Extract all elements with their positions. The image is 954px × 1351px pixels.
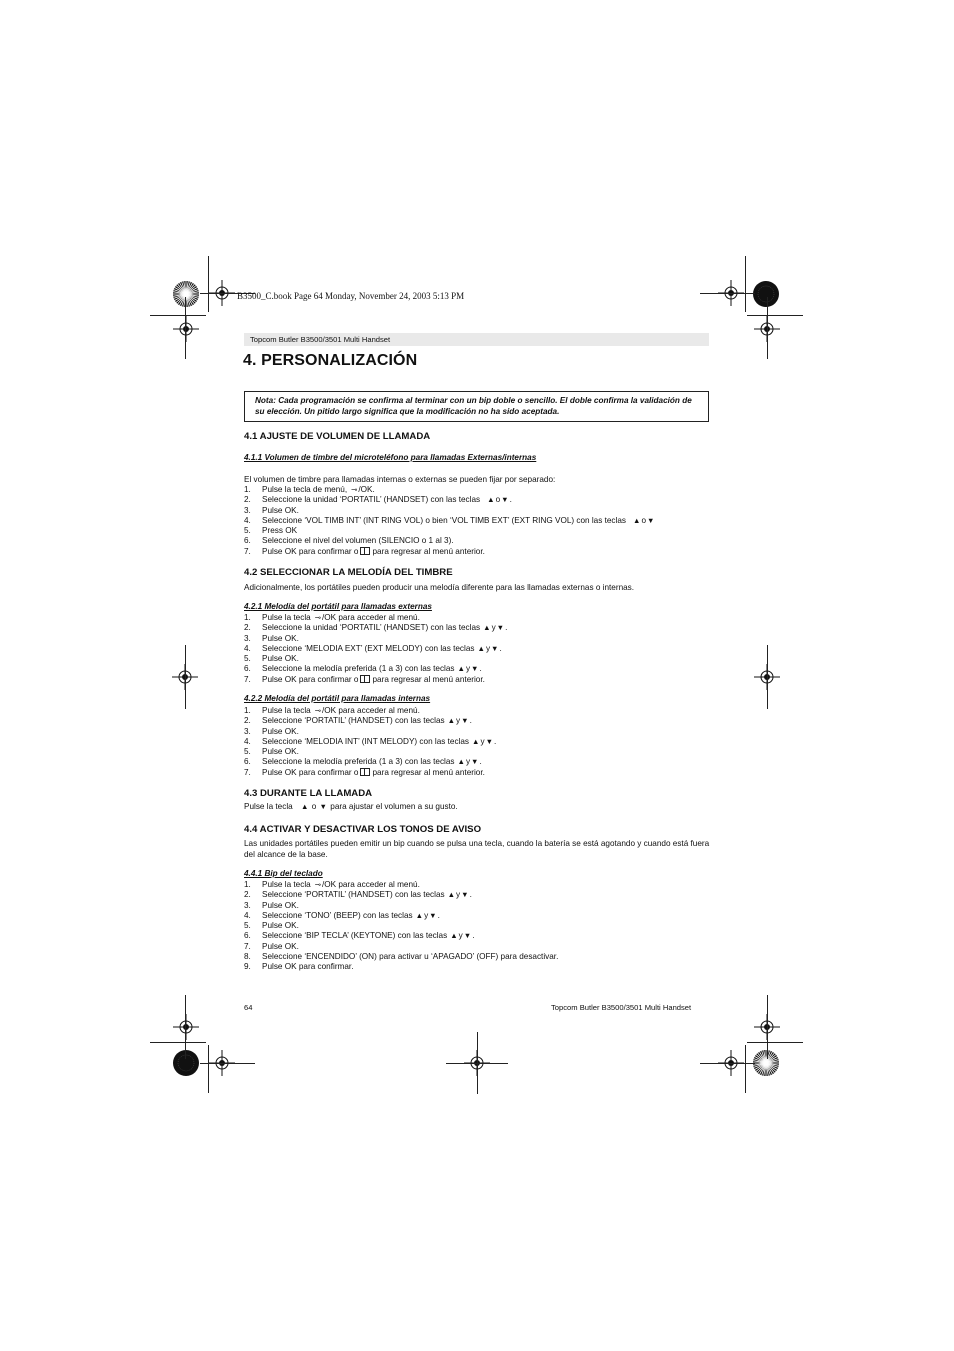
down-arrow-icon: ▼: [647, 515, 655, 525]
down-arrow-icon: ▼: [471, 757, 479, 767]
color-target-icon: [752, 280, 780, 308]
step-text: Pulse la tecla: [262, 613, 311, 622]
list-item: [244, 485, 655, 495]
step-text: Pulse OK.: [262, 941, 299, 951]
step-number: 8.: [244, 952, 251, 962]
step-number: 2.: [244, 716, 251, 726]
crop-line: [185, 995, 186, 1059]
color-target-icon: [172, 1049, 200, 1077]
step-text-end: /OK para acceder al menú.: [322, 706, 420, 715]
step-connector: y: [480, 736, 485, 746]
page-title: 4. PERSONALIZACIÓN: [243, 352, 418, 369]
step-text: Press OK: [262, 526, 298, 536]
running-header-text: Topcom Butler B3500/3501 Multi Handset: [250, 335, 391, 344]
down-arrow-icon: ▼: [461, 890, 469, 900]
section-4-4-1-steps: [244, 880, 558, 973]
crop-line: [767, 297, 768, 359]
step-text: Pulse OK para confirmar.: [262, 962, 354, 972]
list-item: [244, 952, 558, 962]
section-4-2-1-heading: 4.2.1 Melodía del portátil para llamadas externas: [244, 602, 432, 611]
step-text: Pulse OK.: [262, 900, 299, 910]
list-item: [244, 942, 558, 952]
step-number: 1.: [244, 485, 251, 494]
crop-line: [745, 1045, 746, 1093]
crop-line: [747, 1042, 803, 1043]
color-target-icon: [752, 1049, 780, 1077]
step-text-end: .: [509, 495, 512, 505]
up-arrow-icon: ▲: [457, 757, 465, 767]
down-arrow-icon: ▼: [491, 643, 499, 653]
step-text: Seleccione ‘TONO’ (BEEP) con las teclas: [262, 910, 413, 920]
section-4-2-2-steps: [244, 706, 496, 778]
step-text: Seleccione ‘VOL TIMB INT’ (INT RING VOL) o bien ‘VOL TIMB EXT’ (EXT RING VOL) con las teclas: [262, 515, 626, 525]
step-connector: y: [456, 716, 461, 726]
crop-line: [185, 297, 186, 359]
section-4-3-post: para ajustar el volumen a su gusto.: [330, 802, 458, 811]
crop-line: [747, 315, 803, 316]
list-item: [244, 634, 507, 644]
section-4-1-steps: [244, 485, 655, 557]
step-number: 7.: [244, 767, 251, 777]
note-text: Nota: Cada programación se confirma al terminar con un bip doble o sencillo. El doble confirma la validación de su elección. Un pitido largo significa que la modificación no ha sido aceptada.: [255, 396, 692, 416]
list-item: [244, 526, 655, 536]
crop-line: [767, 995, 768, 1059]
down-arrow-icon: ▼: [461, 716, 469, 726]
list-item: [244, 495, 655, 505]
step-number: 5.: [244, 526, 251, 536]
list-item: [244, 613, 507, 623]
step-connector: y: [458, 931, 463, 941]
step-text-end: .: [479, 664, 482, 674]
step-text: Pulse OK.: [262, 747, 299, 757]
running-header: [244, 333, 709, 346]
step-text-end: /OK para acceder al menú.: [322, 880, 420, 889]
section-4-4-intro: Las unidades portátiles pueden emitir un bip cuando se pulsa una tecla, cuando la batería se está agotando y cuando está fuera del alcance de la base.: [244, 839, 710, 859]
step-text: Seleccione ‘BIP TECLA’ (KEYTONE) con las teclas: [262, 931, 448, 941]
step-number: 2.: [244, 495, 251, 505]
crop-line: [767, 645, 768, 709]
crop-line: [700, 1063, 755, 1064]
step-number: 7.: [244, 941, 251, 951]
section-4-3-text: [244, 802, 714, 813]
list-item: [244, 921, 558, 931]
list-item: [244, 664, 507, 674]
section-4-2-2-heading: 4.2.2 Melodía del portátil para llamadas internas: [244, 694, 431, 703]
list-item: [244, 880, 558, 890]
down-arrow-icon: ▼: [496, 623, 505, 633]
book-info-line: B3500_C.book Page 64 Monday, November 24, 2003 5:13 PM: [237, 291, 465, 301]
step-number: 3.: [244, 505, 251, 515]
crop-line: [150, 315, 206, 316]
up-arrow-icon: ▲: [457, 664, 465, 674]
crop-line: [208, 256, 209, 312]
step-connector: y: [465, 664, 471, 674]
step-number: 5.: [244, 654, 251, 664]
step-text: Seleccione ‘PORTATIL’ (HANDSET) con las teclas: [262, 716, 445, 726]
step-text: Pulse OK.: [262, 505, 299, 515]
step-number: 6.: [244, 536, 251, 546]
list-item: [244, 644, 507, 654]
step-text-end: .: [472, 931, 475, 941]
list-item: [244, 536, 655, 546]
up-arrow-icon: ▲: [300, 802, 309, 811]
up-arrow-icon: ▲: [472, 736, 480, 746]
footer-text: Topcom Butler B3500/3501 Multi Handset: [551, 1003, 692, 1012]
down-arrow-icon: ▼: [501, 495, 509, 505]
step-number: 3.: [244, 633, 251, 643]
step-text: Seleccione ‘ENCENDIDO’ (ON) para activar u ‘APAGADO’ (OFF) para desactivar.: [262, 952, 559, 962]
list-item: [244, 962, 558, 972]
step-text-end: .: [479, 757, 482, 767]
up-arrow-icon: ▲: [633, 515, 641, 525]
step-number: 1.: [244, 880, 251, 889]
step-connector: o: [641, 515, 646, 525]
list-item: [244, 768, 496, 778]
step-text: Pulse la tecla de menú,: [262, 485, 348, 494]
step-number: 4.: [244, 643, 251, 653]
list-item: [244, 716, 496, 726]
crop-line: [185, 645, 186, 709]
phonebook-icon: [360, 675, 370, 683]
down-arrow-icon: ▼: [319, 802, 327, 811]
page-number: 64: [244, 1003, 253, 1012]
crop-line: [745, 256, 746, 312]
step-number: 6.: [244, 931, 251, 941]
crop-line: [477, 1032, 478, 1094]
down-arrow-icon: ▼: [471, 664, 479, 674]
step-text: Seleccione el nivel del volumen (SILENCIO o 1 al 3).: [262, 536, 454, 546]
step-connector: y: [491, 623, 496, 633]
step-text: Pulse la tecla: [262, 880, 311, 889]
step-number: 5.: [244, 747, 251, 757]
step-number: 7.: [244, 674, 251, 684]
list-item: [244, 675, 507, 685]
step-text: Seleccione la unidad ‘PORTATIL’ (HANDSET) con las teclas: [262, 623, 481, 633]
phonebook-icon: [360, 547, 370, 555]
step-text: Pulse OK para confirmar o: [262, 767, 359, 777]
step-text: Pulse la tecla: [262, 706, 311, 715]
section-4-3-pre: Pulse la tecla: [244, 802, 293, 811]
step-number: 9.: [244, 962, 251, 972]
list-item: [244, 890, 558, 900]
step-number: 3.: [244, 900, 251, 910]
step-number: 5.: [244, 921, 251, 931]
up-arrow-icon: ▲: [450, 931, 458, 941]
step-text-end: .: [505, 623, 508, 633]
section-4-2-intro: Adicionalmente, los portátiles pueden producir una melodía diferente para las llamadas externas o internas.: [244, 583, 635, 592]
color-target-icon: [172, 280, 200, 308]
step-number: 4.: [244, 910, 251, 920]
down-arrow-icon: ▼: [485, 736, 493, 746]
step-text-end: para regresar al menú anterior.: [372, 546, 485, 556]
step-connector: y: [465, 757, 471, 767]
list-item: [244, 654, 507, 664]
step-number: 1.: [244, 706, 251, 715]
step-text: Seleccione ‘MELODIA EXT’ (EXT MELODY) con las teclas: [262, 643, 475, 653]
menu-key-icon: ⊸: [351, 485, 358, 494]
step-number: 1.: [244, 613, 251, 622]
step-number: 6.: [244, 664, 251, 674]
section-4-1-heading: 4.1 AJUSTE DE VOLUMEN DE LLAMADA: [244, 431, 431, 442]
step-text: Seleccione ‘PORTATIL’ (HANDSET) con las teclas: [262, 890, 445, 900]
step-connector: o: [495, 495, 501, 505]
menu-key-icon: ⊸: [314, 613, 321, 622]
menu-key-icon: ⊸: [314, 880, 321, 889]
step-text: Seleccione ‘MELODIA INT’ (INT MELODY) con las teclas: [262, 736, 470, 746]
list-item: [244, 506, 655, 516]
step-text-end: para regresar al menú anterior.: [372, 767, 485, 777]
step-number: 3.: [244, 726, 251, 736]
up-arrow-icon: ▲: [447, 890, 456, 900]
section-4-1-1-heading: 4.1.1 Volumen de timbre del microteléfono para llamadas Externas/internas: [244, 453, 537, 462]
section-4-2-1-steps: [244, 613, 507, 685]
section-4-4-heading: 4.4 ACTIVAR Y DESACTIVAR LOS TONOS DE AVISO: [244, 824, 482, 835]
registration-mark-icon: [171, 314, 201, 344]
registration-mark-icon: [171, 1012, 201, 1042]
up-arrow-icon: ▲: [447, 716, 456, 726]
up-arrow-icon: ▲: [483, 623, 491, 633]
step-text-end: para regresar al menú anterior.: [372, 674, 485, 684]
step-number: 4.: [244, 515, 251, 525]
crop-line: [208, 1045, 209, 1093]
step-text-end: /OK.: [358, 485, 375, 494]
list-item: [244, 727, 496, 737]
step-text-end: .: [499, 643, 502, 653]
up-arrow-icon: ▲: [487, 495, 495, 505]
up-arrow-icon: ▲: [477, 643, 485, 653]
section-4-4-1-heading: 4.4.1 Bip del teclado: [244, 869, 323, 878]
step-connector: y: [456, 890, 461, 900]
list-item: [244, 516, 655, 526]
step-text: Pulse OK.: [262, 654, 299, 664]
list-item: [244, 706, 496, 716]
step-number: 6.: [244, 757, 251, 767]
step-text: Pulse OK para confirmar o: [262, 546, 359, 556]
list-item: [244, 747, 496, 757]
menu-key-icon: ⊸: [314, 706, 321, 715]
crop-line: [150, 1042, 206, 1043]
step-text: Pulse OK.: [262, 633, 299, 643]
step-text-end: .: [494, 736, 497, 746]
step-text: Pulse OK.: [262, 921, 299, 931]
crop-line: [700, 293, 755, 294]
step-number: 2.: [244, 890, 251, 900]
list-item: [244, 911, 558, 921]
crop-line: [200, 1063, 255, 1064]
list-item: [244, 931, 558, 941]
section-4-3-mid: o: [311, 802, 317, 811]
step-connector: y: [485, 643, 491, 653]
step-text: Pulse OK para confirmar o: [262, 674, 359, 684]
down-arrow-icon: ▼: [463, 931, 472, 941]
list-item: [244, 757, 496, 767]
list-item: [244, 623, 507, 633]
step-text-end: /OK para acceder al menú.: [322, 613, 420, 622]
note-box: [244, 391, 709, 422]
step-text-end: .: [469, 716, 472, 726]
step-text: Seleccione la unidad ‘PORTATIL’ (HANDSET) con las teclas: [262, 495, 481, 505]
list-item: [244, 901, 558, 911]
list-item: [244, 547, 655, 557]
step-text: Pulse OK.: [262, 726, 299, 736]
down-arrow-icon: ▼: [429, 910, 437, 920]
step-number: 2.: [244, 623, 251, 633]
step-text-end: .: [469, 890, 472, 900]
list-item: [244, 737, 496, 747]
step-text: Seleccione la melodía preferida (1 a 3) con las teclas: [262, 664, 455, 674]
section-4-3-heading: 4.3 DURANTE LA LLAMADA: [244, 788, 373, 799]
up-arrow-icon: ▲: [415, 910, 424, 920]
step-text: Seleccione la melodía preferida (1 a 3) con las teclas: [262, 757, 455, 767]
phonebook-icon: [360, 768, 370, 776]
section-4-1-intro: El volumen de timbre para llamadas internas o externas se pueden fijar por separado:: [244, 475, 556, 484]
step-number: 7.: [244, 546, 251, 556]
section-4-2-heading: 4.2 SELECCIONAR LA MELODÍA DEL TIMBRE: [244, 567, 453, 578]
step-number: 4.: [244, 736, 251, 746]
step-connector: y: [424, 910, 429, 920]
step-text-end: .: [437, 910, 440, 920]
